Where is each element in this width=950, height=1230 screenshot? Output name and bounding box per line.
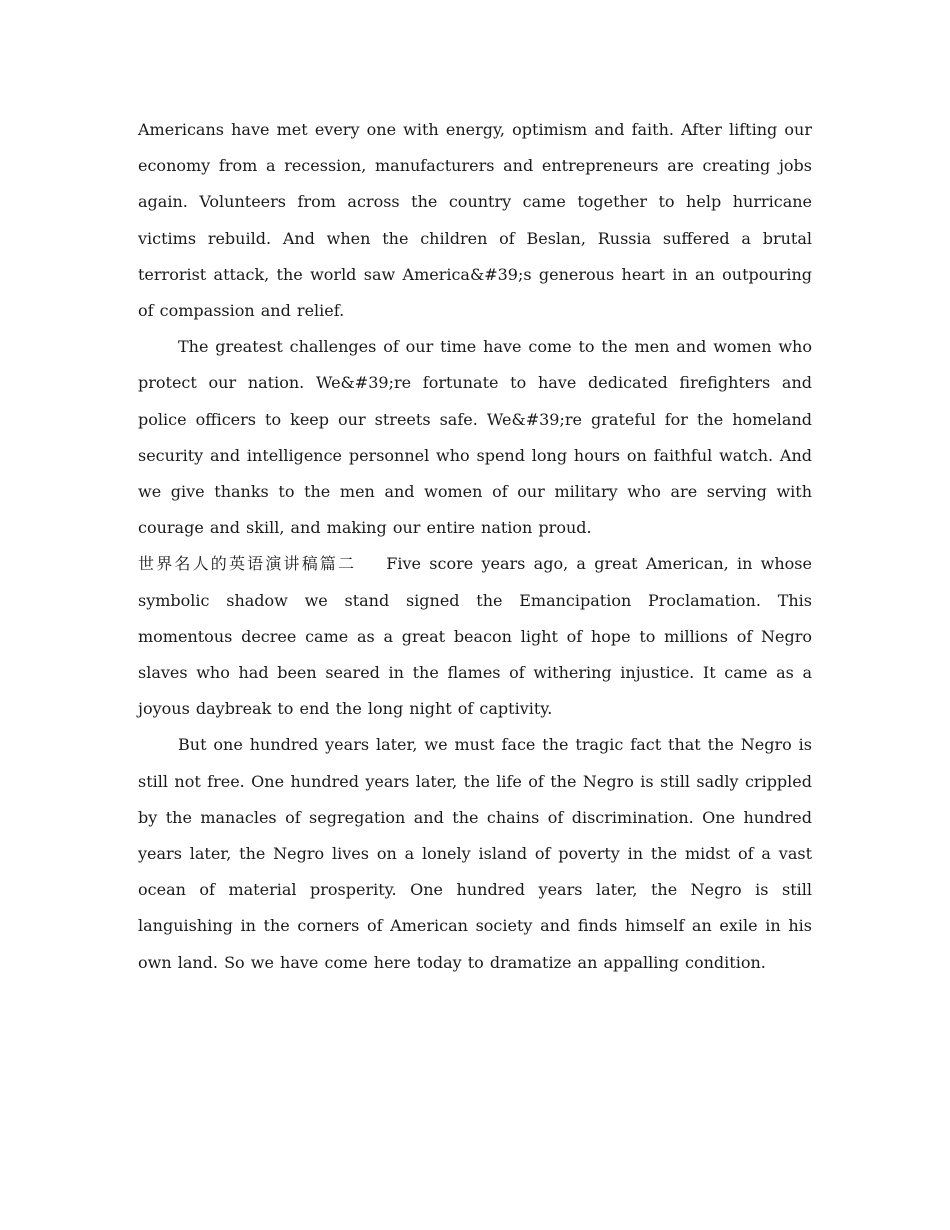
paragraph-americans-met: Americans have met every one with energy, optimism and faith. After lifting our economy from a recession, manufacturers and entrepreneurs are creating jobs again. Volunteers from across the country came together to help hurricane victims rebuild. And when the children of Beslan, Russia suffered a brutal terrorist attack, the world saw America&#39;s generous heart in an outpouring of compassion and relief. [138, 120, 812, 321]
paragraph-one-hundred-years: But one hundred years later, we must face the tragic fact that the Negro is still not free. One hundred years later, the life of the Negro is still sadly crippled by the manacles of segregation and the chains of discrimination. One hundred years later, the Negro lives on a lonely island of poverty in the midst of a vast ocean of material prosperity. One hundred years later, the Negro is still languishing in the corners of American society and finds himself an exile in his own land. So we have come here today to dramatize an appalling condition. [138, 735, 812, 972]
paragraph-five-score-text: Five score years ago, a great American, in whose symbolic shadow we stand signed the Emancipation Proclamation. This momentous decree came as a great beacon light of hope to millions of Negro slaves who had been seared in the flames of withering injustice. It came as a joyous daybreak to end the long night of captivity. [138, 554, 812, 719]
paragraph-five-score [138, 546, 812, 727]
document-page [138, 112, 812, 981]
section-heading: 世界名人的英语演讲稿篇二 [138, 554, 357, 574]
paragraph-greatest-challenges: The greatest challenges of our time have come to the men and women who protect our nation. We&#39;re fortunate to have dedicated firefighters and police officers to keep our streets safe. We&#39;re grateful for the homeland security and intelligence personnel who spend long hours on faithful watch. And we give thanks to the men and women of our military who are serving with courage and skill, and making our entire nation proud. [138, 337, 812, 538]
